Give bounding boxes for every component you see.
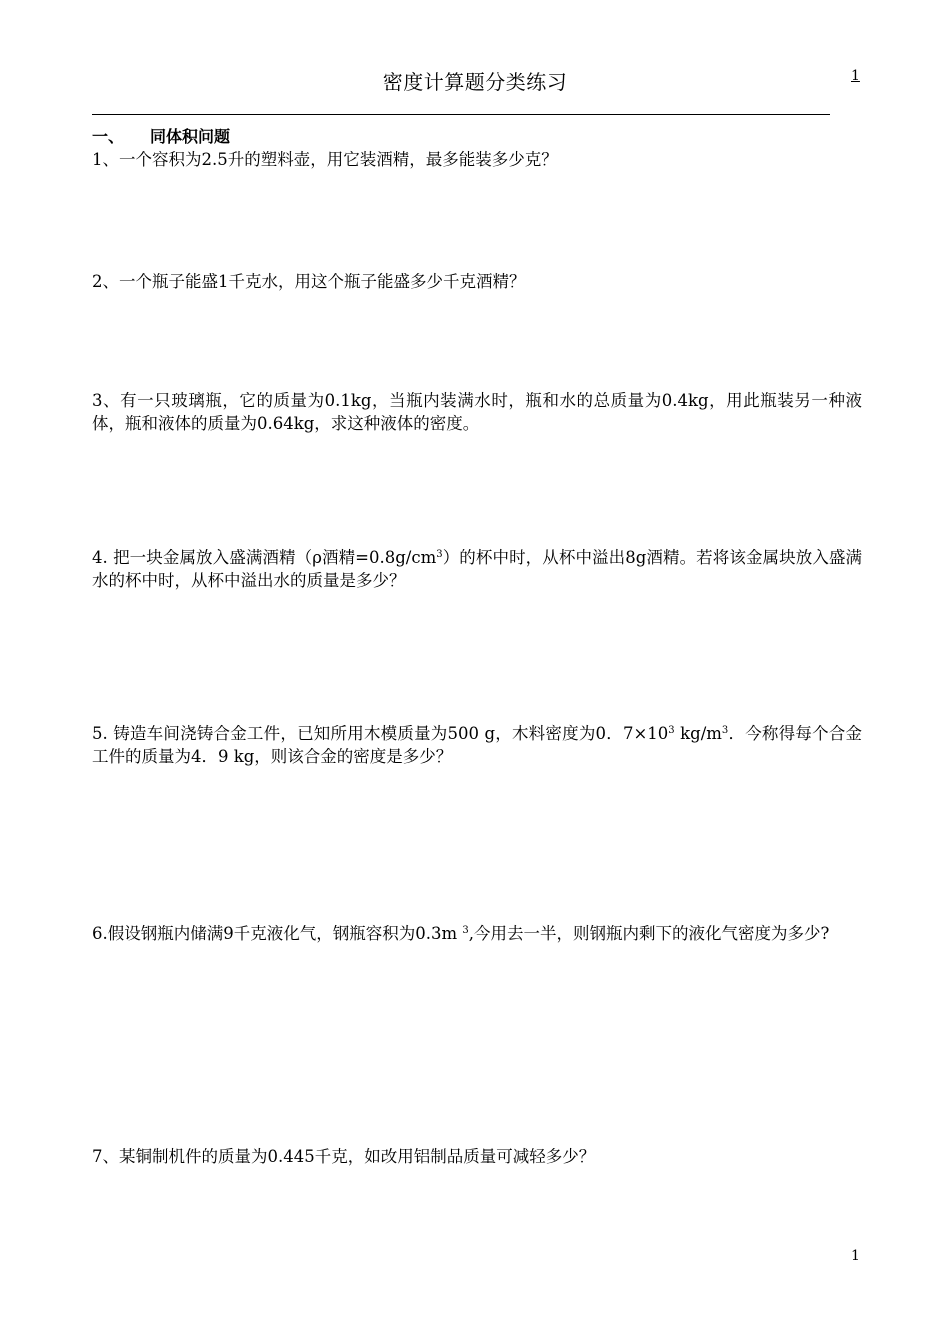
section-number: 一、 [92, 127, 125, 146]
question-5-text-1: 5. 铸造车间浇铸合金工件，已知所用木模质量为500 g，木料密度为0．7×10 [92, 724, 669, 743]
question-4-superscript: 3 [436, 549, 443, 560]
question-2: 2、一个瓶子能盛1千克水，用这个瓶子能盛多少千克酒精？ [92, 272, 526, 291]
question-1: 1、一个容积为2.5升的塑料壶，用它装酒精，最多能装多少克？ [92, 150, 558, 169]
page-title: 密度计算题分类练习 [382, 70, 568, 94]
question-3: 3、有一只玻璃瓶，它的质量为0.1kg，当瓶内装满水时，瓶和水的总质量为0.4kg，用此瓶装另一种液体，瓶和液体的质量为0.64kg，求这种液体的密度。 [92, 391, 862, 433]
question-5-text-2: kg/m [674, 724, 722, 743]
section-title: 同体积问题 [150, 127, 231, 146]
question-5-superscript-1: 3 [668, 725, 675, 736]
question-6-text-2: ,今用去一半，则钢瓶内剩下的液化气密度为多少? [468, 924, 830, 943]
question-6 [92, 922, 862, 945]
header-divider [92, 114, 830, 115]
question-5-text-3: ．今称得每个合金工件的质量为4．9 kg，则该合金的密度是多少？ [92, 724, 863, 766]
question-6-superscript: 3 [462, 925, 469, 936]
question-7: 7、某铜制机件的质量为0.445千克，如改用铝制品质量可减轻多少？ [92, 1147, 596, 1166]
question-4-text-2: ）的杯中时，从杯中溢出8g酒精。若将该金属块放入盛满水的杯中时，从杯中溢出水的质量是多少？ [92, 548, 863, 590]
question-5 [92, 722, 862, 768]
question-5-superscript-2: 3 [721, 725, 729, 736]
header-page-number: 1 [851, 68, 860, 84]
question-6-text-1: 6.假设钢瓶内储满9千克液化气，钢瓶容积为0.3m [92, 924, 463, 943]
question-4 [92, 546, 862, 592]
section-heading [92, 124, 230, 147]
footer-page-number: 1 [851, 1248, 860, 1264]
question-4-text-1: 4. 把一块金属放入盛满酒精（ρ酒精=0.8g/cm [92, 548, 437, 567]
